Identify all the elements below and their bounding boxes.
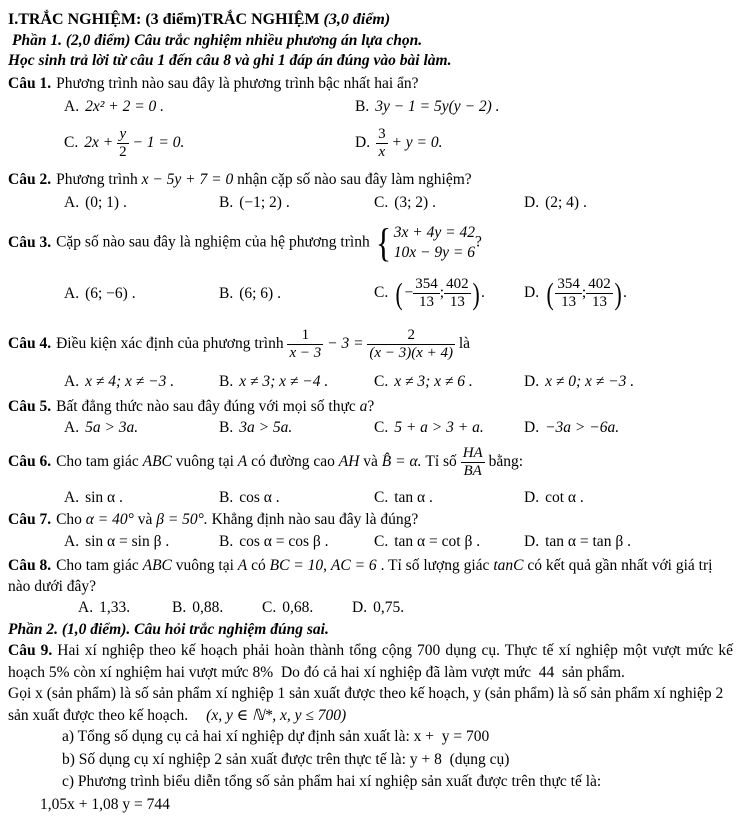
option-3c-sep: ;: [439, 283, 445, 301]
option-1d: [355, 126, 443, 161]
question-5-text: Bất đẳng thức nào sau đây đúng với mọi số thực: [56, 398, 360, 415]
option-2b: [219, 190, 374, 215]
fraction-numerator: 402: [588, 275, 611, 292]
option-4d-value: x ≠ 0; x ≠ −3 .: [545, 373, 635, 390]
question-8-m2: A: [237, 557, 248, 574]
question-3-label: Câu 3.: [8, 233, 52, 251]
question-7-m1: α = 40°: [85, 511, 134, 528]
question-2-text-post: nhận cặp số nào sau đây làm nghiệm?: [233, 171, 472, 188]
option-4c-label: C.: [374, 373, 389, 390]
question-3-qmark: ?: [474, 233, 482, 251]
option-4d-label: D.: [524, 373, 540, 390]
question-6-m3: AH: [338, 453, 360, 471]
option-4c: [374, 369, 524, 394]
fraction: [555, 276, 582, 311]
option-1c-pre: 2x +: [84, 133, 118, 151]
option-7d-value: tan α = tan β .: [545, 533, 631, 550]
option-3d-dot: .: [623, 283, 627, 301]
fraction-numerator: y: [117, 126, 129, 144]
option-7b: [219, 531, 374, 553]
option-2b-value: (−1; 2) .: [239, 194, 290, 211]
option-7d-label: D.: [524, 533, 540, 550]
option-1c-post: − 1 = 0.: [128, 133, 185, 151]
question-4-stem: [8, 319, 733, 369]
question-2-label: Câu 2.: [8, 171, 52, 188]
question-1-text: Phương trình nào sau đây là phương trình bậc nhất hai ẩn?: [56, 75, 419, 92]
option-1d-label: D.: [355, 133, 371, 151]
question-9-text: Hai xí nghiệp theo kế hoạch phải hoàn thành tổng cộng 700 dụng cụ. Thực tế xí nghiệp một vượt mức kế hoạch 5% còn xí nghiệm hai vượt mức 8% Do đó cả hai xí nghiệp đã làm vượt mức 44 sản phẩm.: [8, 642, 733, 681]
question-7-t1: Cho: [56, 511, 86, 528]
question-6-m4: B̂ = α.: [381, 453, 422, 471]
system-brace: {: [375, 220, 391, 265]
option-3c-sign: −: [404, 283, 414, 301]
option-5a-label: A.: [64, 419, 80, 436]
question-6-t4: và: [359, 453, 382, 471]
question-8-label: Câu 8.: [8, 557, 52, 574]
option-6c-value: tan α .: [394, 489, 433, 506]
option-8d-value: 0,75.: [373, 599, 405, 616]
fraction-denominator: 13: [419, 293, 435, 310]
option-1b-value: 3y − 1 = 5y(y − 2) .: [375, 98, 500, 115]
option-5b-label: B.: [219, 419, 234, 436]
option-5a: [64, 417, 219, 439]
question-7-stem: [8, 509, 733, 531]
option-3a-label: A.: [64, 284, 80, 302]
question-6-t3: có đường cao: [247, 453, 339, 471]
question-9-body: [8, 640, 733, 683]
option-8c-label: C.: [262, 599, 277, 616]
fraction-denominator: x: [378, 143, 386, 160]
fraction-numerator: 354: [415, 275, 438, 292]
section-title-points: (3,0 điểm): [323, 11, 391, 28]
option-6d-value: cot α .: [545, 489, 584, 506]
fraction: [376, 126, 388, 161]
option-1b: [355, 94, 500, 119]
option-6b-value: cos α .: [239, 489, 280, 506]
option-2a-value: (0; 1) .: [85, 194, 127, 211]
option-2c-label: C.: [374, 194, 389, 211]
statement-c: c) Phương trình biểu diễn tổng số sản phẩm hai xí nghiệp sản xuất được trên thực tế là:: [62, 773, 602, 790]
question-6-t6: bằng:: [484, 453, 523, 471]
question-8-m1: ABC: [142, 557, 172, 574]
option-7a-value: sin α = sin β .: [85, 533, 170, 550]
option-3b-value: (6; 6) .: [239, 284, 281, 302]
system-equations: [394, 223, 475, 263]
fraction-denominator: 13: [591, 293, 607, 310]
system-equation-1: 3x + 4y = 42: [393, 224, 475, 241]
big-paren-right: ): [472, 275, 480, 311]
fraction-denominator: (x − 3)(x + 4): [369, 344, 453, 361]
option-5c: [374, 417, 524, 439]
option-2d-label: D.: [524, 194, 540, 211]
question-6-options-row: [8, 486, 733, 509]
question-4-options-row: [8, 369, 733, 394]
fraction-denominator: 2: [119, 143, 127, 160]
option-3d-label: D.: [524, 283, 540, 301]
option-8a-value: 1,33.: [99, 599, 131, 616]
option-8d-label: D.: [352, 599, 368, 616]
question-8-stem: [8, 555, 733, 597]
question-9-constraint: (x, y ∈ ℕ*, x, y ≤ 700): [206, 706, 347, 724]
option-3a-value: (6; −6) .: [85, 284, 136, 302]
fraction: [367, 327, 455, 362]
option-5c-label: C.: [374, 419, 389, 436]
question-2-options-row: [8, 190, 733, 215]
question-7-options-row: [8, 531, 733, 553]
option-2c-value: (3; 2) .: [394, 194, 436, 211]
option-3a: [64, 281, 219, 306]
statement-c-equation: 1,05x + 1,08 y = 744: [40, 795, 170, 813]
option-5b: [219, 417, 374, 439]
question-9-definitions: [8, 683, 733, 726]
question-6-m2: A: [237, 453, 248, 471]
question-5-stem: [8, 396, 733, 417]
question-8-t3: có: [247, 557, 270, 574]
option-7b-label: B.: [219, 533, 234, 550]
option-6b: [219, 486, 374, 509]
big-paren-left: (: [395, 275, 403, 311]
big-paren-left: (: [546, 275, 554, 311]
question-6-label: Câu 6.: [8, 453, 52, 471]
option-3c: [374, 276, 524, 311]
question-1-label: Câu 1.: [8, 75, 52, 92]
option-1d-post: + y = 0.: [387, 133, 443, 151]
question-3-text: Cặp số nào sau đây là nghiệm của hệ phương trình: [56, 233, 374, 251]
option-7c-value: tan α = cot β .: [394, 533, 481, 550]
question-3-line: [8, 220, 482, 265]
fraction-numerator: 354: [557, 275, 580, 292]
fraction: [287, 327, 323, 362]
option-6a-value: sin α .: [85, 489, 123, 506]
option-1a-value: 2x² + 2 = 0 .: [85, 98, 165, 115]
option-6c: [374, 486, 524, 509]
option-1a: [64, 94, 355, 119]
question-5-qmark: ?: [367, 398, 375, 415]
part1-instruction: Học sinh trả lời từ câu 1 đến câu 8 và ghi 1 đáp án đúng vào bài làm.: [8, 52, 452, 69]
fraction: [586, 276, 613, 311]
fraction-numerator: 402: [446, 275, 469, 292]
fraction: [413, 276, 440, 311]
question-8-t4: ,: [323, 557, 331, 574]
fraction: [117, 126, 129, 161]
option-1c-label: C.: [64, 133, 79, 151]
fraction: [444, 276, 471, 311]
option-2c: [374, 190, 524, 215]
option-5b-value: 3a > 5a.: [239, 419, 293, 436]
question-8-options-row: [8, 597, 733, 619]
option-5d: [524, 417, 619, 439]
option-4b-label: B.: [219, 373, 234, 390]
option-5a-value: 5a > 3a.: [85, 419, 139, 436]
question-5-label: Câu 5.: [8, 398, 52, 415]
section-title-main: I.TRẮC NGHIỆM: (3 điểm)TRẮC NGHIỆM: [8, 11, 324, 28]
option-4d: [524, 369, 634, 394]
question-6-t1: Cho tam giác: [56, 453, 143, 471]
fraction-denominator: BA: [463, 463, 482, 479]
fraction-numerator: HA: [462, 445, 483, 462]
question-6-m1: ABC: [142, 453, 172, 471]
option-8b-label: B.: [172, 599, 187, 616]
option-8c: [262, 597, 352, 619]
fraction-numerator: 2: [367, 327, 455, 345]
option-8b: [172, 597, 262, 619]
option-3c-dot: .: [480, 283, 485, 301]
option-7b-value: cos α = cos β .: [239, 533, 329, 550]
question-7-t3: Khẳng định nào sau đây là đúng?: [207, 511, 419, 528]
section-title: [8, 9, 733, 31]
system-equation-2: 10x − 9y = 6: [393, 244, 475, 261]
option-8a: [78, 597, 172, 619]
option-5d-value: −3a > −6a.: [545, 419, 620, 436]
option-8d: [352, 597, 404, 619]
question-6-stem: [8, 439, 733, 486]
option-1c: [64, 126, 355, 161]
option-4b: [219, 369, 374, 394]
option-6b-label: B.: [219, 489, 234, 506]
option-4a-label: A.: [64, 373, 80, 390]
equation-system: [374, 220, 475, 265]
option-3d-sep: ;: [581, 283, 587, 301]
option-3b: [219, 281, 374, 306]
question-2-text-pre: Phương trình: [56, 171, 142, 188]
question-9-label: Câu 9.: [8, 642, 53, 659]
option-2b-label: B.: [219, 194, 234, 211]
option-2a-label: A.: [64, 194, 80, 211]
question-8-t5: . Tỉ số lượng giác: [376, 557, 494, 574]
fraction-denominator: x − 3: [289, 344, 322, 361]
option-1b-label: B.: [355, 98, 370, 115]
question-5-options-row: [8, 417, 733, 439]
statement-b: b) Số dụng cụ xí nghiệp 2 sản xuất được trên thực tế là: y + 8 (dụng cụ): [62, 750, 510, 768]
question-9-goi-text: Gọi x (sản phẩm) là số sản phẩm xí nghiệp 1 sản xuất được theo kế hoạch, y (sản phẩm) là số sản phẩm xí nghiệp 2 sản xuất được theo kế hoạch.: [8, 685, 724, 724]
option-3b-label: B.: [219, 284, 234, 302]
option-8b-value: 0,88.: [192, 599, 224, 616]
option-6d: [524, 486, 584, 509]
option-2d-value: (2; 4) .: [545, 194, 587, 211]
option-2d: [524, 190, 587, 215]
question-8-t1: Cho tam giác: [56, 557, 143, 574]
fraction-numerator: 3: [378, 125, 386, 142]
big-paren-right: ): [614, 275, 622, 311]
question-1-options-row-1: [8, 94, 733, 119]
question-5-var: a: [359, 398, 368, 415]
fraction-denominator: 13: [449, 293, 465, 310]
fraction-denominator: 13: [561, 293, 577, 310]
fraction-numerator: 1: [287, 327, 323, 345]
question-4-post: là: [454, 334, 471, 352]
question-4-label: Câu 4.: [8, 334, 52, 352]
option-6c-label: C.: [374, 489, 389, 506]
question-2-stem: [8, 169, 733, 190]
option-2a: [64, 190, 219, 215]
question-4-mid: − 3 =: [323, 334, 368, 352]
question-8-m3: BC = 10: [269, 557, 324, 574]
question-6-t5: Tỉ số: [421, 453, 461, 471]
option-7a: [64, 531, 219, 553]
option-7d: [524, 531, 631, 553]
question-8-m4: AC = 6: [330, 557, 377, 574]
statement-a: a) Tổng số dụng cụ cả hai xí nghiệp dự định sản xuất là: x + y = 700: [62, 728, 490, 745]
question-8-t6: có kết quả gần nhất với giá trị nào dưới đây?: [8, 557, 713, 595]
option-7a-label: A.: [64, 533, 80, 550]
question-8-m5: tanC: [493, 557, 524, 574]
option-3d: [524, 276, 627, 311]
question-6-t2: vuông tại: [171, 453, 238, 471]
option-6a-label: A.: [64, 489, 80, 506]
question-2-equation: x − 5y + 7 = 0: [141, 171, 234, 188]
question-7-label: Câu 7.: [8, 511, 52, 528]
option-4a: [64, 369, 219, 394]
option-7c: [374, 531, 524, 553]
question-7-t2: và: [133, 511, 157, 528]
option-4c-value: x ≠ 3; x ≠ 6 .: [394, 373, 473, 390]
question-7-m2: β = 50°.: [156, 511, 208, 528]
question-1-options-row-2: [8, 119, 733, 167]
question-8-t2: vuông tại: [171, 557, 238, 574]
option-5d-label: D.: [524, 419, 540, 436]
question-3-options-row: [8, 269, 733, 317]
option-6a: [64, 486, 219, 509]
option-8a-label: A.: [78, 599, 94, 616]
question-3-stem: [8, 217, 733, 269]
part2-heading: Phần 2. (1,0 điểm). Câu hỏi trắc nghiệm đúng sai.: [8, 621, 329, 638]
option-8c-value: 0,68.: [282, 599, 314, 616]
question-1-stem: [8, 73, 733, 94]
part1-heading: Phần 1. (2,0 điểm) Câu trắc nghiệm nhiều phương án lựa chọn.: [12, 32, 423, 49]
option-7c-label: C.: [374, 533, 389, 550]
option-1a-label: A.: [64, 98, 80, 115]
question-4-text: Điều kiện xác định của phương trình: [56, 334, 288, 352]
question-6-line: [8, 445, 523, 480]
option-3c-label: C.: [374, 283, 389, 301]
option-4b-value: x ≠ 3; x ≠ −4 .: [239, 373, 329, 390]
question-4-line: [8, 327, 470, 362]
option-4a-value: x ≠ 4; x ≠ −3 .: [85, 373, 175, 390]
option-6d-label: D.: [524, 489, 540, 506]
fraction: [461, 445, 485, 480]
option-5c-value: 5 + a > 3 + a.: [394, 419, 484, 436]
